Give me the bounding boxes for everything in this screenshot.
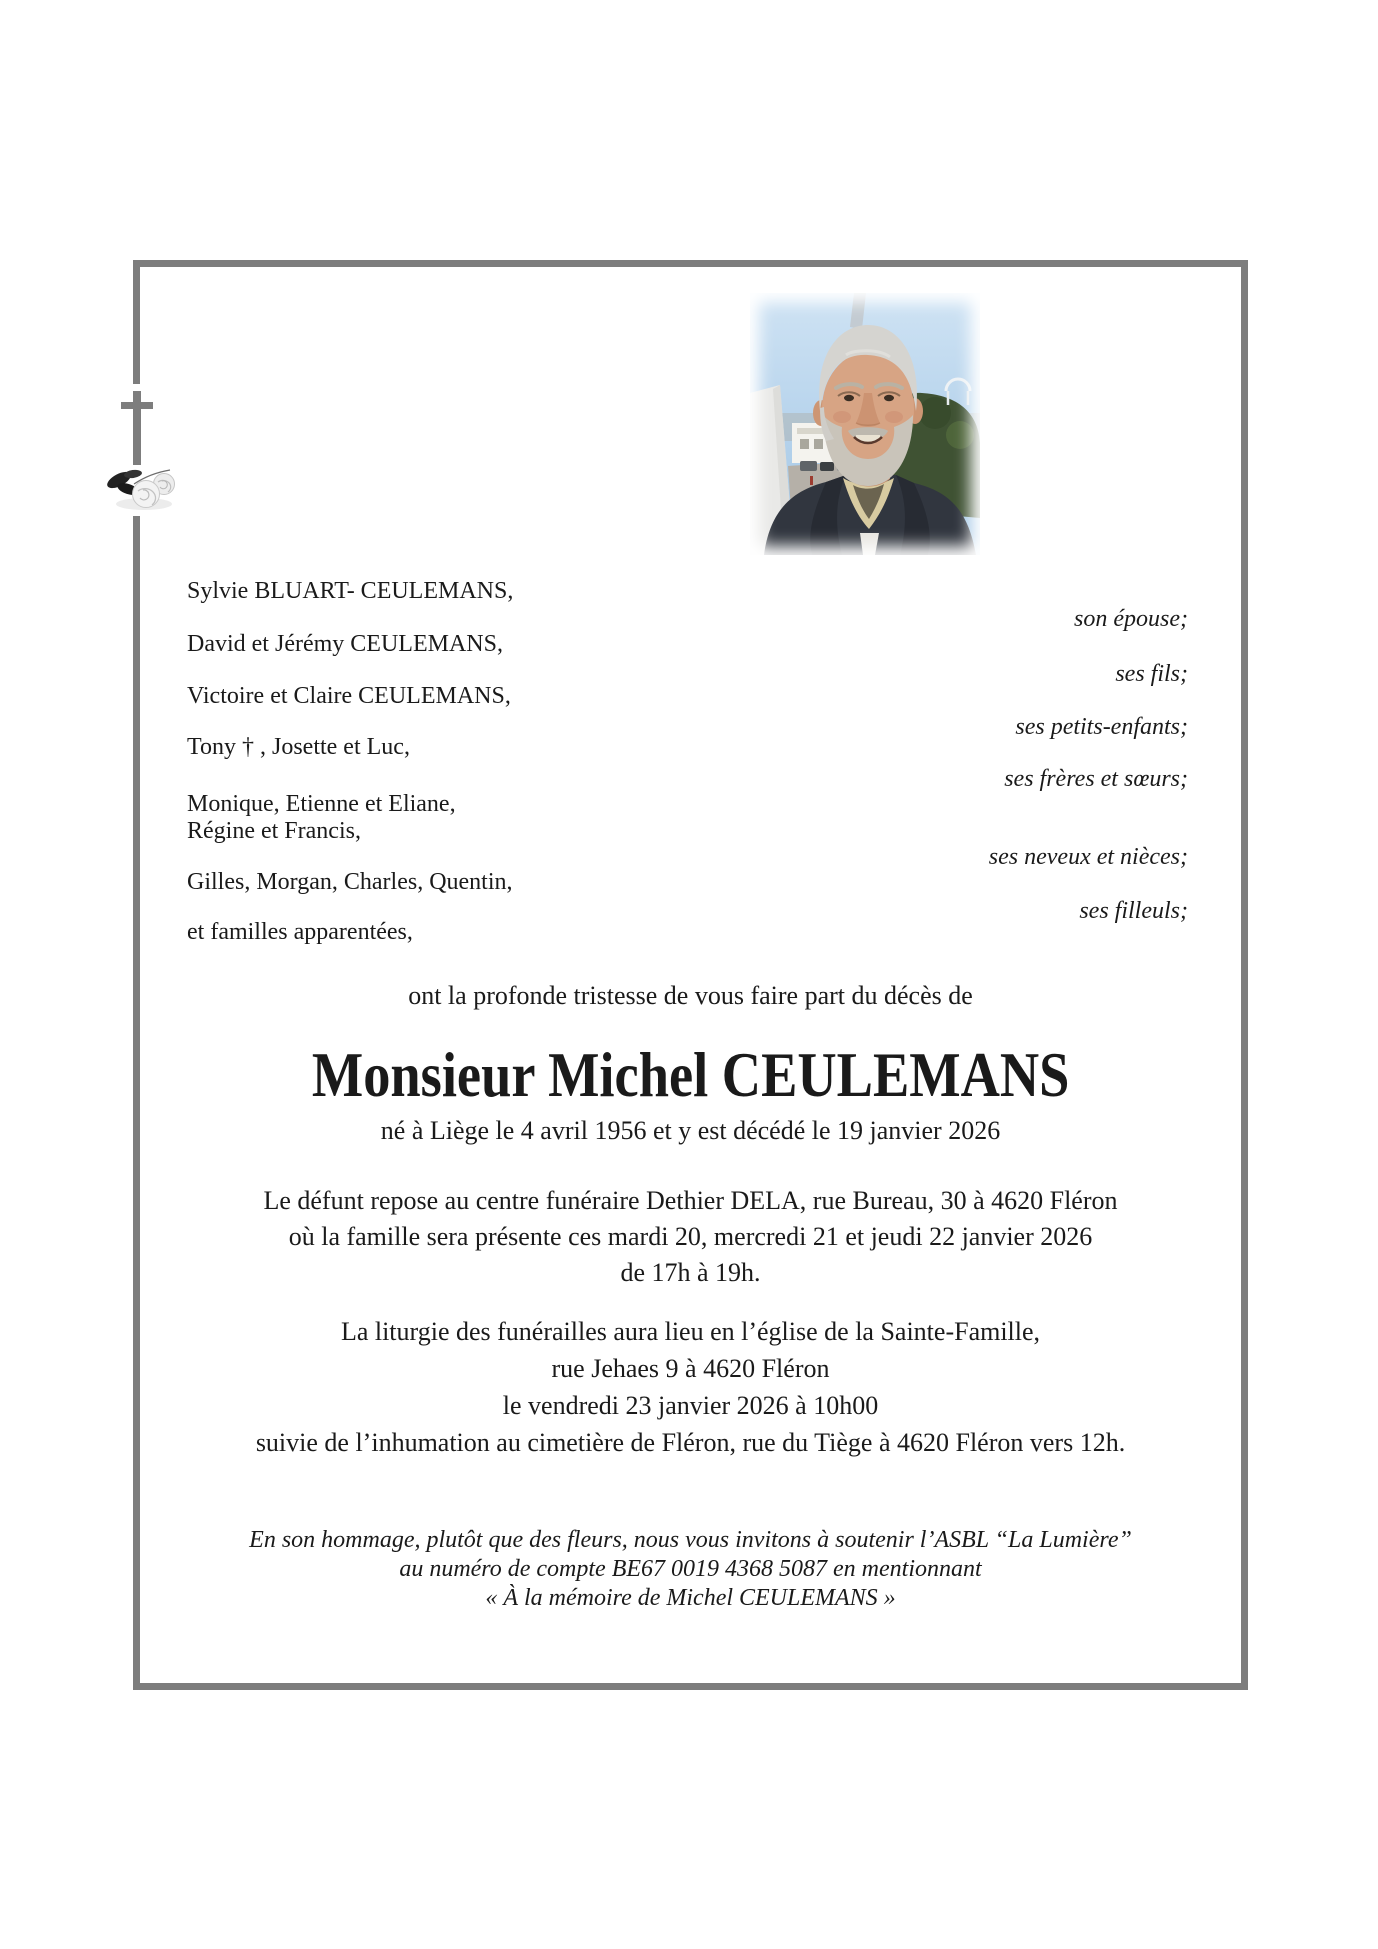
repose-line-3: de 17h à 19h. [620,1258,761,1287]
tribute-line-3: « À la mémoire de Michel CEULEMANS » [485,1585,896,1611]
repose-line-1: Le défunt repose au centre funéraire Dethier DELA, rue Bureau, 30 à 4620 Fléron [263,1186,1118,1215]
funeral-line-1: La liturgie des funérailles aura lieu en l’église de la Sainte-Famille, [340,1317,1041,1346]
announcement-intro: ont la profonde tristesse de vous faire part du décès de [408,981,973,1010]
sky-background [750,293,980,555]
funeral-line-2: rue Jehaes 9 à 4620 Fléron [551,1354,830,1383]
border-frame [133,260,1248,1690]
repose-paragraph [133,1183,1248,1291]
family-line-2: David et Jérémy CEULEMANS, [187,631,503,657]
tribute-line-1: En son hommage, plutôt que des fleurs, nous vous invitons à soutenir l’ASBL “La Lumière” [249,1527,1132,1553]
cross-icon-arm [121,402,153,409]
family-line-7: Gilles, Morgan, Charles, Quentin, [187,869,513,895]
life-dates: né à Liège le 4 avril 1956 et y est décédé le 19 janvier 2026 [380,1116,1001,1145]
white-roses-icon [104,456,182,512]
relation-line-6: ses filleuls; [1079,898,1188,924]
tribute-line-2: au numéro de compte BE67 0019 4368 5087 en mentionnant [399,1556,982,1582]
repose-line-2: où la famille sera présente ces mardi 20, mercredi 21 et jeudi 22 janvier 2026 [288,1222,1093,1251]
deceased-name-text: Monsieur Michel CEULEMANS [311,1039,1070,1110]
family-line-4: Tony † , Josette et Luc, [187,734,410,760]
relation-line-4: ses frères et sœurs; [1004,766,1188,792]
family-line-5: Monique, Etienne et Eliane, [187,791,456,817]
relation-line-3: ses petits-enfants; [1015,714,1188,740]
family-line-3: Victoire et Claire CEULEMANS, [187,683,511,709]
relation-line-5: ses neveux et nièces; [988,844,1188,870]
relation-line-2: ses fils; [1115,661,1188,687]
relation-line-1: son épouse; [1074,606,1188,632]
family-line-1: Sylvie BLUART- CEULEMANS, [187,578,514,604]
family-line-8: et familles apparentées, [187,919,413,945]
funeral-line-3: le vendredi 23 janvier 2026 à 10h00 [502,1391,879,1420]
family-line-6: Régine et Francis, [187,818,361,844]
funeral-paragraph [133,1313,1248,1461]
portrait-photo [750,293,980,555]
funeral-line-4: suivie de l’inhumation au cimetière de Fléron, rue du Tiège à 4620 Fléron vers 12h. [255,1428,1126,1457]
tribute-paragraph [133,1526,1248,1613]
deceased-name [133,1040,1248,1110]
